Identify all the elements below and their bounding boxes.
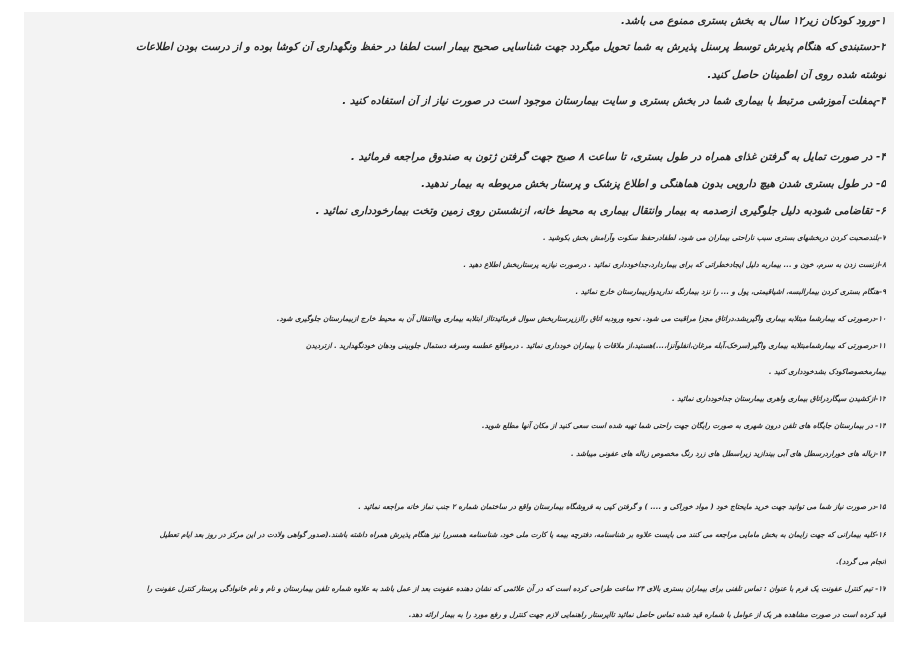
rule-2-cont: نوشته شده روی آن اطمینان حاصل کنید. [707,69,886,81]
rule-17: ۱۷- تیم کنترل عفونت یک فرم با عنوان : تماس تلفنی برای بیماران بستری بالای ۲۴ ساعت طراحی کرده است که در آن علائمی که نشان دهنده عفونت بعد از عمل باشد به علاوه شماره تلفن بیمارستان و نام و نام خانوادگی پرستار کنترل عفونت را [146,584,886,593]
rule-12: ۱۲-ازکشیدن سیگاردراتاق بیماری واهری بیمارستان جداخودداری نمائید . [672,394,886,403]
rule-1: ۱-ورود کودکان زیر۱۲ سال به بخش بستری ممنوع می باشد. [621,15,886,27]
rule-14: ۱۴-زباله های خوراردرسطل های آبی بیندازید زیراسطل های زرد رنگ مخصوص زباله های عفونی میباشد . [570,449,886,458]
rule-9: ۹-هنگام بستری کردن بیمارالبسه، اشیاقیمتی، پول و ... را نزد بیمارنگه نداریدوازبیمارستان خارج نمائید . [575,287,886,296]
rule-17-cont: قید کرده است در صورت مشاهده هر یک از عوامل با شماره قید شده تماس حاصل نمائید تااپرستار راهنمایی لازم جهت کنترل و رفع مورد را به بیمار ارائه دهد. [408,610,886,619]
rule-3: ۳-پمفلت آموزشی مرتبط با بیماری شما در بخش بستری و سایت بیمارستان موجود است در صورت نیاز از آن استفاده کنید . [342,95,886,107]
rule-7: ۷-بلندصحبت کردن دربخشهای بستری سبب ناراحتی بیماران می شود، لطفادرحفظ سکوت وآرامش بخش بکوشید . [542,233,886,242]
rule-16: ۱۶-کلیه بیمارانی که جهت زایمان به بخش مامایی مراجعه می کنند می بایست علاوه بر شناسنامه، دفترچه بیمه یا کارت ملی خود، شناسنامه همسررا نیز هنگام پذیرش همراه داشته باشند.(صدور گواهی ولادت در این مرکز در روز بعد ایام تعطیل [159,530,886,539]
rule-10: ۱۰-درصورتی که بیمارشما مبتلابه بیماری واگیربشد،دراتاق مجزا مراقبت می شود. نحوه ورودبه اتاق رااززپرستاربخش سوال فرمائیدتااز ابتلابه بیماری وپاانتقال آن به محیط خارج ازبیمارستان جلوگیری شود. [276,314,886,323]
rule-6: ۶- تقاضامی شودبه دلیل جلوگیری ازصدمه به بیمار وانتقال بیماری به محیط خانه، ازنشستن روی زمین وتخت بیمارخودداری نمائید . [315,205,886,217]
rule-5: ۵- در طول بستری شدن هیچ دارویی بدون هماهنگی و اطلاع پزشک و پرستار بخش مربوطه به بیمار ندهید. [421,178,886,190]
document-page [24,12,894,622]
rule-2: ۲-دستبندی که هنگام پذیرش توسط پرسنل پذیرش به شما تحویل میگردد جهت شناسایی صحیح بیمار است لطفا در حفظ ونگهداری آن کوشا بوده و از درست بودن اطلاعات [135,41,886,53]
rule-15: ۱۵-در صورت نیاز شما می توانید جهت خرید مایحتاج خود ( مواد خوراکی و .... ) و گرفتن کپی به فروشگاه بیمارستان واقع در ساختمان شماره ۲ جنب نماز خانه مراجعه نمائید . [358,502,886,511]
rule-4: ۴- در صورت تمایل به گرفتن غذای همراه در طول بستری، تا ساعت ۸ صبح جهت گرفتن ژتون به صندوق مراجعه فرمائید . [350,151,886,163]
rule-13: ۱۳- در بیمارستان جایگاه های تلفن درون شهری به صورت رایگان جهت راحتی شما تهیه شده است سعی کنید از مکان آنها مطلع شوید. [481,421,886,430]
rule-11: ۱۱-درصورتی که بیمارشمامبتلابه بیماری واگیر(سرخک،آبله مرغان،انفلوآنزا،...)هستید،از ملاقات با بیماران خودداری نمائید . درمواقع عطسه وسرفه دستمال جلوبینی ودهان خودنگهدارید . ازتردیدن [305,341,886,350]
rule-16-cont: انجام می گردد). [836,557,886,566]
rule-8: ۸-ازنست زدن به سرم، خون و ... بیماربه دلیل ایجادخطراتی که برای بیماردارد،جداخودداری نمائید . درصورت نیازبه پرستاربخش اطلاع دهید . [463,260,886,269]
rule-11-cont: بیمارمخصوصاکودک بشدخودداری کنید . [768,367,886,376]
